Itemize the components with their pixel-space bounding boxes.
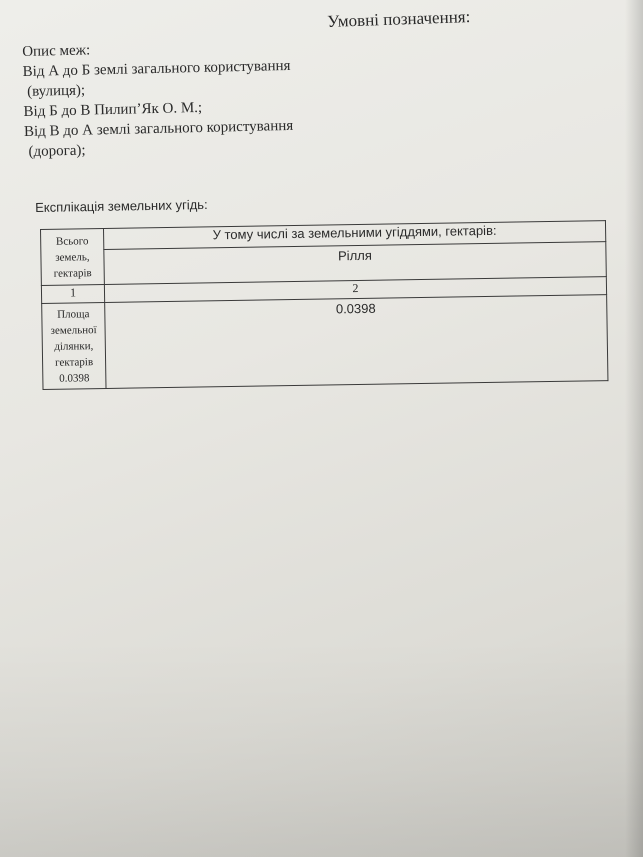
group-header: У тому числі за земельними угіддями, гектарів: (104, 221, 606, 250)
legend-title: Умовні позначення: (327, 7, 471, 31)
paper-edge-shadow (625, 0, 643, 857)
explication-title: Експлікація земельних угідь: (35, 196, 208, 215)
border-line: Від А до Б землі загального користування (22, 57, 291, 80)
area-label-line: Площа (57, 308, 90, 321)
area-label-line: земельної (50, 324, 97, 337)
border-line: (дорога); (28, 142, 86, 160)
explication-table-wrapper (40, 220, 609, 399)
area-label-value: 0.0398 (59, 372, 90, 385)
borders-heading: Опис меж: (22, 42, 91, 60)
borders-description (22, 36, 294, 162)
area-label-line: гектарів (54, 356, 94, 369)
table-row (42, 295, 608, 390)
total-header-line: земель, (55, 251, 90, 264)
column-number: 2 (104, 277, 606, 303)
total-lands-header (41, 229, 105, 286)
border-line: Від В до А землі загального користування (23, 117, 294, 140)
area-label-line: ділянки, (54, 340, 94, 353)
total-header-line: Всього (55, 235, 89, 248)
arable-land-value: 0.0398 (105, 295, 608, 389)
border-line: Від Б до В Пилип’Як О. М.; (23, 99, 203, 120)
paper-shadow (0, 640, 643, 857)
border-line: (вулиця); (26, 82, 86, 100)
total-header-line: гектарів (53, 267, 92, 280)
column-number: 1 (41, 284, 104, 303)
plot-area-label (42, 302, 106, 389)
explication-table (40, 220, 608, 390)
arable-land-header: Рілля (104, 242, 606, 285)
